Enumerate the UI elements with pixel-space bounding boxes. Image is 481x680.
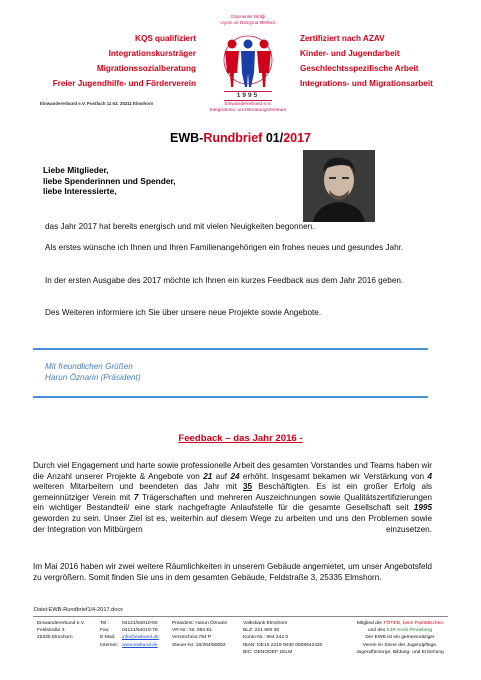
- logo-year: 1995: [236, 92, 260, 99]
- greeting-line: liebe Interessierte,: [43, 186, 117, 196]
- divider: [33, 348, 428, 350]
- email-link[interactable]: info@ewbund.de: [122, 635, 159, 641]
- ewb-logo: [200, 14, 296, 114]
- greeting-line: Liebe Mitglieder,: [43, 165, 109, 175]
- footer-divider: [33, 616, 448, 617]
- intro-paragraph: Des Weiteren informiere ich Sie über unsere neue Projekte sowie Angebote.: [45, 308, 322, 317]
- intro-paragraph: das Jahr 2017 hat bereits energisch und mit vielen Neuigkeiten begonnen.: [45, 222, 315, 231]
- feedback-paragraph: Durch viel Engagement und harte sowie professionelle Arbeit des gesamten Vorstandes und Teams haben wir die Anzahl unserer Projekte & Angebote von 21 auf 24 erhöht. Insgesamt bekamen wir Verstärkung von 4 weiteren Mitarbeitern und beendeten das Jahr mit 35 Beschäftigten. Es ist ein großer Erfolg als gemeinnütziger Verein mit 7 Trägerschaften und mehreren Auszeichnungen sowie Qualitätszertifizierungen ein wichtiger Bestandteil/ eine stark nachgefragte Anlaufstelle für die gesamte Gesellschaft seit 1995 geworden zu sein. Unser Ziel ist es, weiterhin auf diesem Wege zu arbeiten und uns den Problemen sowie der Integration von Mitbürgern einzusetzen.: [33, 461, 433, 534]
- header-right-line: Zertifiziert nach AZAV: [300, 34, 385, 43]
- greeting: [43, 165, 176, 197]
- header-right-line: Integrations- und Migrationsarbeit: [300, 79, 433, 88]
- greeting-line: liebe Spenderinnen und Spender,: [43, 175, 176, 186]
- feedback-paragraph: Im Mai 2016 haben wir zwei weitere Räumlichkeiten in unserem Gebäude angemietet, um unser Angebotsfeld zu vergrößern. Somit finden Sie uns in dem gesamten Gebäude, Feldstraße 3, 25335 Elmshorn.: [33, 562, 432, 582]
- divider: [33, 396, 428, 398]
- signature-line: Mit freundlichen Grüßen: [45, 362, 133, 371]
- section-title: Feedback – das Jahr 2016 -: [178, 433, 303, 444]
- portrait-image-icon: [303, 150, 375, 222]
- president-portrait: [303, 150, 375, 222]
- header-right-line: Geschlechtsspezifische Arbeit: [300, 64, 419, 73]
- logo-sub-line: Einwandererbund e.V.: [224, 102, 272, 107]
- header-right-qualifications: [300, 31, 481, 91]
- header-right-line: Kinder- und Jugendarbeit: [300, 49, 400, 58]
- footer-contact-labels: Tel.: Fax: E-Mail: Internet:: [100, 621, 118, 648]
- file-name: Datei:EWB-Rundbrief1/4-2017.docx: [34, 607, 123, 613]
- website-link[interactable]: www.ewbund.de: [122, 642, 158, 648]
- footer-registration: Präsident: Harun Öznarin VR-Nr.: Nr. 994 EL Verzeichnis:794 P Steuer-Nr.:18/294/80652: [172, 621, 228, 648]
- logo-top-line: Uyum ve Danışma Merkezi: [220, 19, 276, 25]
- header-left-line: Freier Jugendhilfe- und Förderverein: [52, 79, 196, 88]
- logo-top-line: Göçmenler Birliği: [230, 14, 266, 19]
- footer-contact-values: 04121/64010-60 04121/64010-79 info@ewbund.de www.ewbund.de: [122, 621, 159, 648]
- header-left-line: Migrationssozialberatung: [96, 64, 196, 73]
- footer-address: Einwandererbund e.V. Feldstraße 3 25335 Elmshorn: [37, 621, 85, 641]
- footer-bank: Volksbank Elmshorn BLZ: 221 900 30 Konto-Nr.: 864 242 0 IBAN: DE16 2219 0030 0008642420 BIC: GENODEF 1ELM: [243, 621, 323, 655]
- logo-figures-icon: [220, 31, 276, 89]
- header-left-qualifications: [0, 31, 196, 91]
- signature-line: Harun Öznarin (Präsident): [45, 372, 141, 382]
- document-title: EWB-Rundbrief 01/2017: [169, 131, 312, 145]
- intro-paragraph: In der ersten Ausgabe des 2017 möchte ich Ihnen ein kurzes Feedback aus dem Jahr 2016 geben.: [45, 276, 404, 285]
- sender-address: Einwandererbund e.V. Postfach 11 63, 25311 Elmshorn: [40, 101, 154, 106]
- footer-membership: Mitglied der FÖTED, beim Paritätischen und des KJR Kreis Pinneberg Der EWB ist ein gemeinnütziger Verein im Sinne der Jugendpflege, Jugendfürsorge, Bildung- und Erziehung: [356, 621, 444, 655]
- header-left-line: Integrationskursträger: [108, 49, 196, 58]
- logo-sub-line: Integrations- und Beratungszentrum: [209, 108, 287, 113]
- intro-paragraph: Als erstes wünsche ich Ihnen und Ihren Familienangehörigen ein frohes neues und gesundes Jahr.: [45, 243, 404, 252]
- signature: [45, 362, 141, 383]
- header-left-line: KQS qualifiziert: [135, 34, 196, 43]
